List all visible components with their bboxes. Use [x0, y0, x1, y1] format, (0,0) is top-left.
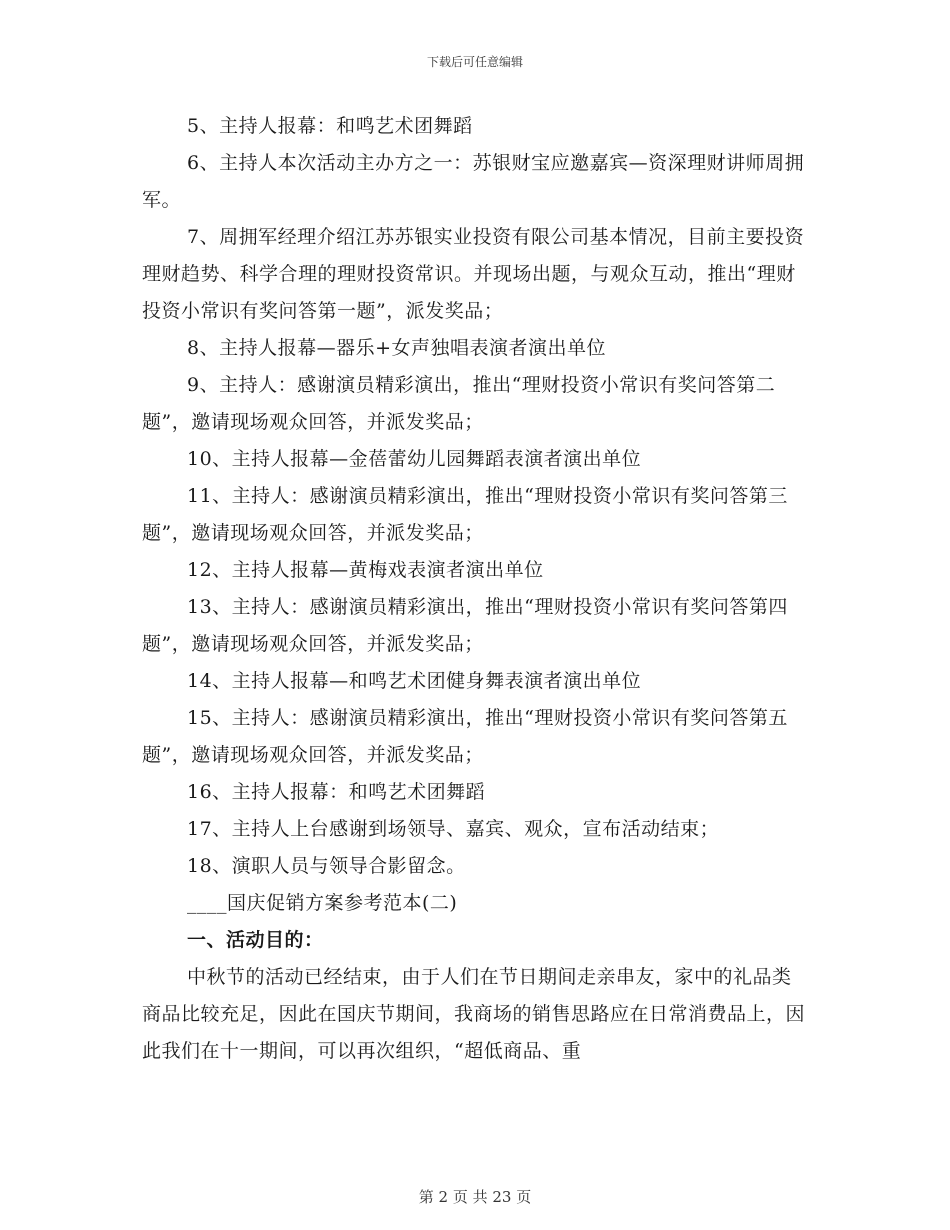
paragraph-item-12: 12、主持人报幕—黄梅戏表演者演出单位 — [187, 559, 544, 581]
paragraph-item-7: 7、周拥军经理介绍江苏苏银实业投资有限公司基本情况，目前主要投资理财趋势、科学合理的理财投资常识。并现场出题，与观众互动，推出“理财投资小常识有奖问答第一题”，派发奖品； — [142, 226, 805, 322]
paragraph-item-8: 8、主持人报幕—器乐+女声独唱表演者演出单位 — [187, 337, 607, 359]
document-body — [142, 108, 810, 1070]
paragraph-item-10: 10、主持人报幕—金蓓蕾幼儿园舞蹈表演者演出单位 — [187, 448, 642, 470]
body-paragraph: 中秋节的活动已经结束，由于人们在节日期间走亲串友，家中的礼品类商品比较充足，因此在国庆节期间，我商场的销售思路应在日常消费品上，因此我们在十一期间，可以再次组织，“超低商品、重 — [142, 966, 806, 1062]
section-title: ____国庆促销方案参考范本(二) — [187, 892, 458, 914]
paragraph-item-5: 5、主持人报幕：和鸣艺术团舞蹈 — [187, 115, 473, 137]
paragraph-item-14: 14、主持人报幕—和鸣艺术团健身舞表演者演出单位 — [187, 670, 642, 692]
paragraph-item-15: 15、主持人：感谢演员精彩演出，推出“理财投资小常识有奖问答第五题”，邀请现场观众回答，并派发奖品； — [142, 707, 788, 766]
paragraph-item-17: 17、主持人上台感谢到场领导、嘉宾、观众，宣布活动结束； — [187, 818, 720, 840]
paragraph-item-6: 6、主持人本次活动主办方之一：苏银财宝应邀嘉宾—资深理财讲师周拥军。 — [142, 152, 805, 211]
paragraph-item-9: 9、主持人：感谢演员精彩演出，推出“理财投资小常识有奖问答第二题”，邀请现场观众回答，并派发奖品； — [142, 374, 776, 433]
paragraph-item-16: 16、主持人报幕：和鸣艺术团舞蹈 — [187, 781, 486, 803]
paragraph-item-13: 13、主持人：感谢演员精彩演出，推出“理财投资小常识有奖问答第四题”，邀请现场观众回答，并派发奖品； — [142, 596, 788, 655]
paragraph-item-18: 18、演职人员与领导合影留念。 — [187, 855, 466, 877]
section-heading: 一、活动目的： — [187, 929, 324, 951]
page-footer: 第 2 页 共 23 页 — [418, 1188, 532, 1206]
page-header: 下载后可任意编辑 — [426, 55, 523, 69]
paragraph-item-11: 11、主持人：感谢演员精彩演出，推出“理财投资小常识有奖问答第三题”，邀请现场观众回答，并派发奖品； — [142, 485, 788, 544]
